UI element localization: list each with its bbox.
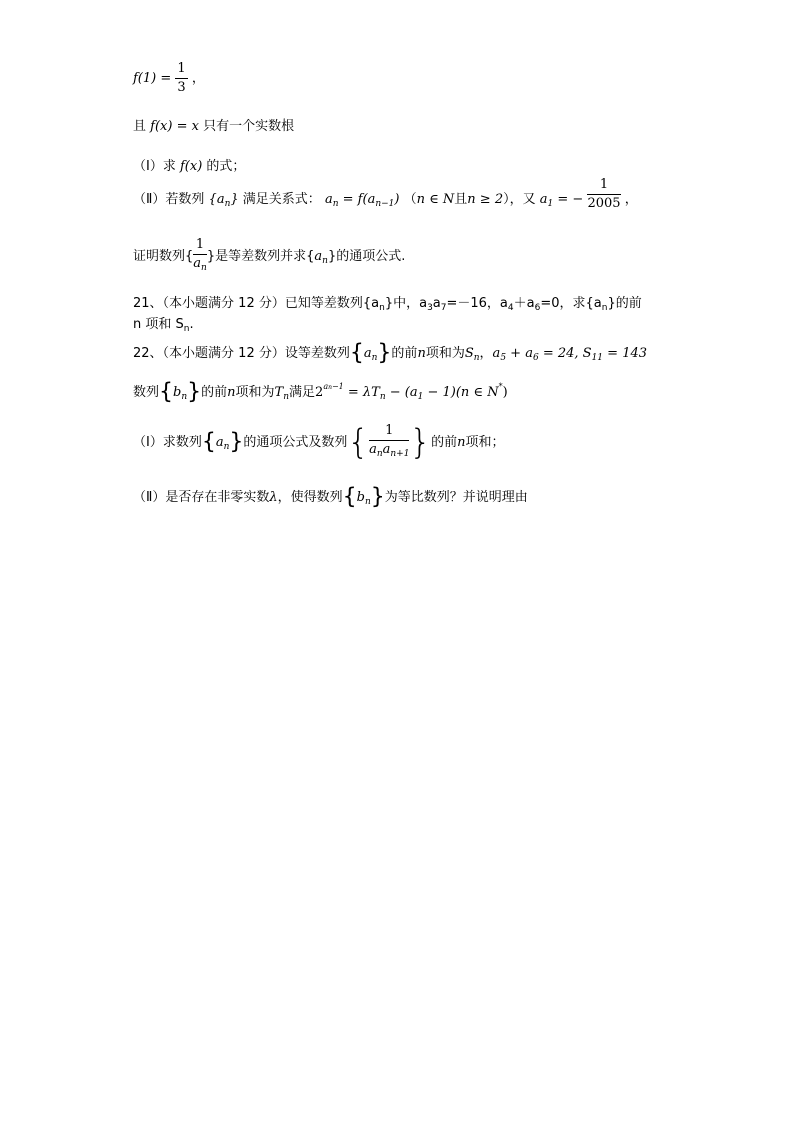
question-2: （Ⅱ）若数列 $\{a_n\}$ 满足关系式： $a_n = f(a_{n-1})$ （n ∈ N且n ≥ 2），又 $a_1$ = − $\frac{1}{2005}$ ， <box>133 177 638 211</box>
f1-lhs: f(1) = <box>133 71 172 86</box>
fraction-1-over-an-an1: $\frac{1}{a_na_{n+1}}$ <box>369 423 410 459</box>
question-1: （Ⅰ）求 f(x) 的式； <box>133 159 246 174</box>
line-f1: f(1) = $\frac{1}{3}$ ， <box>133 61 205 95</box>
question-2-continued: 证明数列{ $\frac{1}{a_n}$ }是等差数列并求$\{a_n\}$的通项公式. <box>133 236 405 277</box>
fraction-1-over-an: $\frac{1}{a_n}$ <box>193 237 207 273</box>
fraction-1-2005: $\frac{1}{2005}$ <box>587 177 621 211</box>
problem-21-line2: n 项和 $S_n$. <box>133 317 194 334</box>
fraction-one-third: $\frac{1}{3}$ <box>177 61 186 95</box>
problem-22-q1: （Ⅰ）求数列$\{a_n\}$的通项公式及数列{ $\frac{1}{a_na_{n+1}}$ }的前n项和； <box>133 422 505 463</box>
problem-22-q2: （Ⅱ）是否存在非零实数λ，使得数列$\{b_n\}$为等比数列？并说明理由 <box>133 484 528 510</box>
problem-21-line1: 21、（本小题满分 12 分）已知等差数列$\{a_n\}$中，$a_3a_7=-16$，$a_4+a_6=0$，求$\{a_n\}$的前 <box>133 296 642 313</box>
line-single-root: 且 f(x) = x 只有一个实数根 <box>133 119 295 134</box>
problem-22-line2: 数列$\{b_n\}$的前n项和为$T_n$满足$2^{an-1} = \lambda T_n - (a_1 - 1)(n$ ∈ N*) <box>133 379 508 405</box>
problem-22-line1: 22、（本小题满分 12 分）设等差数列$\{a_n\}$的前n项和为$S_n$，$a_5 + a_6 = 24$, $S_{11} = 143$ <box>133 340 648 366</box>
